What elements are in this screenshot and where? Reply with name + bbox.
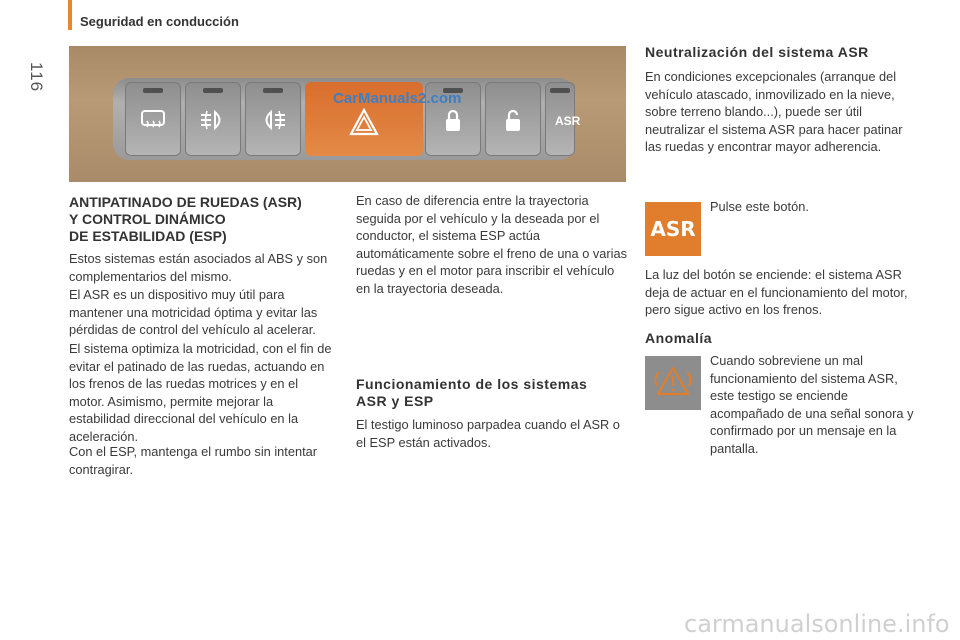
- rear-demist-button: [125, 82, 181, 156]
- press-button-text: Pulse este botón.: [710, 199, 809, 214]
- hazard-icon: [349, 108, 379, 136]
- anomaly-text: Cuando sobreviene un mal funcionamiento del sistema ASR, este testigo se enciende acompañado de una señal sonora y confirmado por un mensaje en la pantalla.: [710, 353, 914, 456]
- front-fog-icon: [199, 108, 227, 132]
- warning-lamp-image: [645, 356, 701, 410]
- esp-paragraph: Con el ESP, mantenga el rumbo sin intentar contragirar.: [69, 444, 318, 477]
- rear-demist-icon: [139, 108, 167, 132]
- motricity-paragraph: El sistema optimiza la motricidad, con el fin de evitar el patinado de las ruedas, actuando en los frenos de las ruedas motrices y en el motor. Asimismo, permite mejorar la estabilidad direccional del vehículo en la aceleración.: [69, 341, 332, 444]
- photo-watermark: CarManuals2.com: [333, 90, 462, 107]
- rear-fog-button: [245, 82, 301, 156]
- asr-switch-label: ASR: [555, 114, 581, 128]
- dashboard-photo: [69, 46, 626, 182]
- page-number: 116: [27, 62, 46, 93]
- asr-switch: [545, 82, 581, 156]
- functioning-heading: Funcionamiento de los sistemas ASR y ESP: [356, 376, 588, 409]
- neutralization-text: En condiciones excepcionales (arranque del vehículo atascado, inmovilizado en la nieve, sobre terreno blando...), puede ser útil neutralizar el sistema ASR para hacer patinar las ruedas y encontrar mayor adherencia.: [645, 69, 903, 154]
- lock-icon: [439, 108, 467, 134]
- functioning-text: El testigo luminoso parpadea cuando el ASR o el ESP están activados.: [356, 417, 620, 450]
- asr-button-image: [645, 202, 701, 256]
- asr-paragraph: El ASR es un dispositivo muy útil para mantener una motricidad óptima y evitar las pérdidas de control del vehículo al acelerar.: [69, 287, 318, 337]
- main-heading: ANTIPATINADO DE RUEDAS (ASR) Y CONTROL DINÁMICO DE ESTABILIDAD (ESP): [69, 194, 302, 244]
- intro-paragraph: Estos sistemas están asociados al ABS y son complementarios del mismo.: [69, 251, 328, 284]
- unlock-icon: [499, 108, 527, 134]
- light-on-text: La luz del botón se enciende: el sistema ASR deja de actuar en el funcionamiento del motor, pero sigue activo en los frenos.: [645, 267, 908, 317]
- neutralization-heading: Neutralización del sistema ASR: [645, 44, 869, 60]
- rear-fog-icon: [259, 108, 287, 132]
- skid-warning-icon: [645, 356, 701, 410]
- footer-watermark: carmanualsonline.info: [684, 610, 950, 638]
- section-title: Seguridad en conducción: [80, 14, 239, 29]
- front-fog-button: [185, 82, 241, 156]
- asr-badge-label: ASR: [650, 217, 696, 241]
- section-marker: [68, 0, 72, 30]
- anomaly-heading: Anomalía: [645, 330, 713, 346]
- unlock-button: [485, 82, 541, 156]
- esp-trajectory-paragraph: En caso de diferencia entre la trayectoria seguida por el vehículo y la deseada por el conductor, el sistema ESP actúa automáticamente sobre el freno de una o varias ruedas y en el motor para inscribir el vehículo en la trayectoria deseada.: [356, 193, 628, 296]
